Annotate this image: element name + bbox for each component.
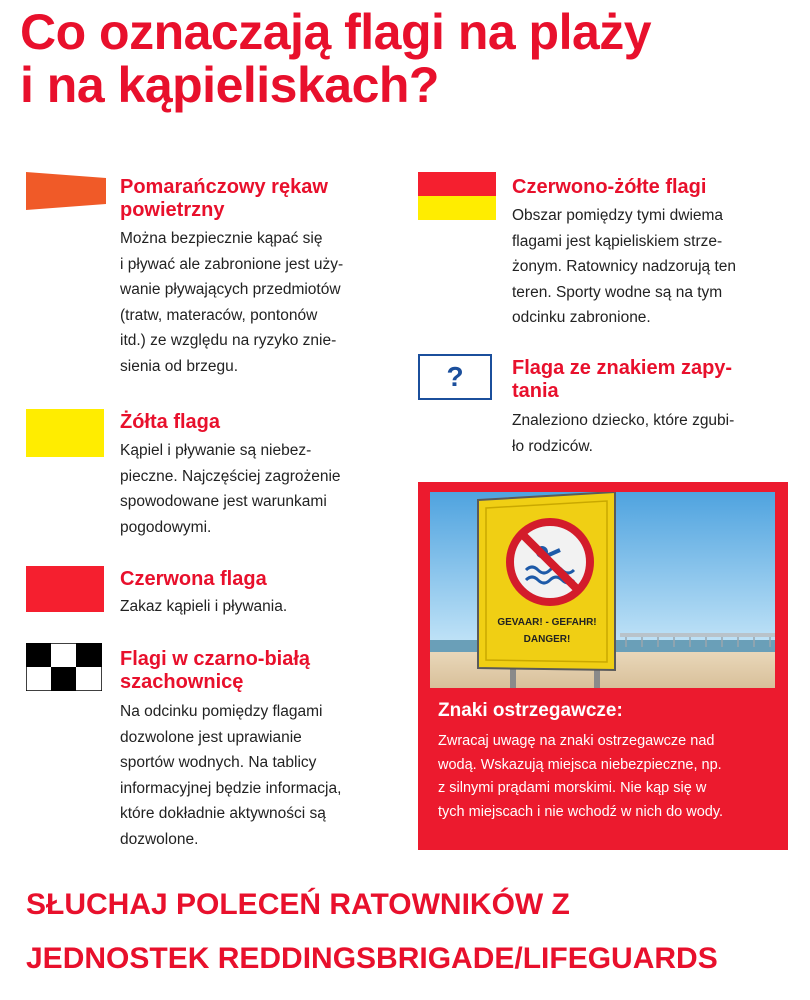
- warning-signs-box: [418, 482, 788, 850]
- section-body: Na odcinku pomiędzy flagami dozwolone jest uprawianie sportów wodnych. Na tablicy informacyjnej będzie informacja, które dokładnie aktywności są dozwolone.: [120, 703, 342, 848]
- section-body: Obszar pomiędzy tymi dwiema flagami jest kąpieliskiem strze- żonym. Ratownicy nadzorują ten teren. Sporty wodne są na tym odcinku zabronione.: [512, 207, 737, 326]
- question-mark-icon: ?: [446, 361, 464, 392]
- section-checkered-flags: [120, 648, 410, 852]
- section-red-yellow-flags: [512, 176, 802, 331]
- red-flag-icon: [26, 566, 104, 612]
- page-title: [20, 6, 800, 112]
- title-line-1: Co oznaczają flagi na plaży: [20, 4, 652, 60]
- footer-line-1: SŁUCHAJ POLECEŃ RATOWNIKÓW Z: [26, 888, 570, 921]
- sign-text-line-2: DANGER!: [523, 634, 571, 645]
- yellow-flag-icon: [26, 409, 104, 457]
- warning-text: Zwracaj uwagę na znaki ostrzegawcze nad wodą. Wskazują miejsca niebezpieczne, np. z silnymi prądami morskimi. Nie kąp się w tych miejscach i nie wchodź w nich do wody.: [438, 733, 724, 820]
- section-title: Czerwono-żółte flagi: [512, 176, 707, 198]
- footer-line-2: JEDNOSTEK REDDINGSBRIGADE/LIFEGUARDS: [26, 942, 718, 975]
- section-body: Kąpiel i pływanie są niebez- pieczne. Najczęściej zagrożenie spowodowane jest warunkami pogodowymi.: [120, 442, 341, 536]
- title-line-2: i na kąpieliskach?: [20, 57, 439, 113]
- section-body: Zakaz kąpieli i pływania.: [120, 598, 288, 615]
- sign-text-line-1: GEVAAR! - GEFAHR!: [497, 617, 597, 628]
- section-title: Żółta flaga: [120, 411, 221, 433]
- question-flag-icon: [418, 354, 492, 400]
- section-red-flag: [120, 568, 400, 620]
- checkered-flag-icon: [26, 643, 102, 691]
- section-title: Flagi w czarno-białą szachownicę: [120, 648, 311, 693]
- section-body: Znaleziono dziecko, które zgubi- ło rodziców.: [512, 412, 735, 455]
- warning-title: Znaki ostrzegawcze:: [438, 700, 623, 721]
- section-question-flag: [512, 357, 802, 459]
- section-title: Czerwona flaga: [120, 568, 267, 590]
- red-yellow-flag-icon: [418, 172, 496, 220]
- section-title: Flaga ze znakiem zapy- tania: [512, 357, 733, 402]
- beach-warning-sign-photo: [430, 492, 775, 688]
- section-windsock: [120, 176, 400, 379]
- section-yellow-flag: [120, 411, 400, 540]
- section-title: Pomarańczowy rękaw powietrzny: [120, 176, 328, 221]
- orange-windsock-icon: [26, 172, 106, 212]
- section-body: Można bezpiecznie kąpać się i pływać ale zabronione jest uży- wanie pływających przedmiotów (tratw, materaców, pontonów itd.) ze względu na ryzyko znie- sienia od brzegu.: [120, 230, 344, 375]
